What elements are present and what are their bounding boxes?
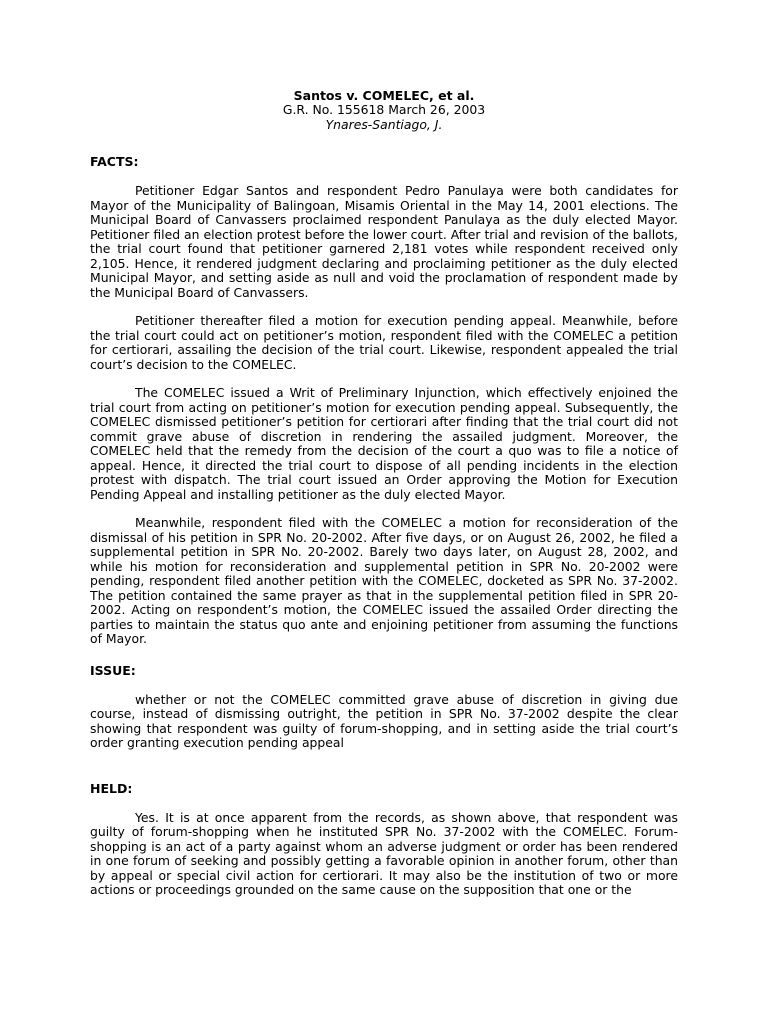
held-heading: HELD: [90,780,133,796]
case-reference: G.R. No. 155618 March 26, 2003 [282,102,486,117]
case-header [90,88,678,132]
facts-paragraph: Petitioner thereafter filed a motion for execution pending appeal. Meanwhile, before the trial court could act on petitioner’s motion, respondent filed with the COMELEC a petition for certiorari, assailing the decision of the trial court. Likewise, respondent appealed the trial court’s decision to the COMELEC. [90,313,678,372]
facts-heading: FACTS: [90,154,139,169]
facts-paragraph: Petitioner Edgar Santos and respondent Pedro Panulaya were both candidates for Mayor of the Municipality of Balingoan, Misamis Oriental in the May 14, 2001 elections. The Municipal Board of Canvassers proclaimed respondent Panulaya as the duly elected Mayor. Petitioner filed an election protest before the lower court. After trial and revision of the ballots, the trial court found that petitioner garnered 2,181 votes while respondent received only 2,105. Hence, it rendered judgment declaring and proclaiming petitioner as the duly elected Municipal Mayor, and setting aside as null and void the proclamation of respondent made by the Municipal Board of Canvassers. [90,183,678,300]
held-paragraph: Yes. It is at once apparent from the records, as shown above, that respondent was guilty of forum-shopping when he instituted SPR No. 37-2002 with the COMELEC. Forum-shopping is an act of a party against whom an adverse judgment or order has been rendered in one forum of seeking and possibly getting a favorable opinion in another forum, other than by appeal or special civil action for certiorari. It may also be the institution of two or more actions or proceedings grounded on the same cause on the supposition that one or the [90,809,678,897]
issue-paragraph: whether or not the COMELEC committed grave abuse of discretion in giving due course, instead of dismissing outright, the petition in SPR No. 37-2002 despite the clear showing that respondent was guilty of forum-shopping, and in setting aside the trial court’s order granting execution pending appeal [90,691,678,750]
ponente: Ynares-Santiago, J. [325,116,443,132]
facts-paragraph: Meanwhile, respondent filed with the COMELEC a motion for reconsideration of the dismissal of his petition in SPR No. 20-2002. After five days, or on August 26, 2002, he filed a supplemental petition in SPR No. 20-2002. Barely two days later, on August 28, 2002, and while his motion for reconsideration and supplemental petition in SPR No. 20-2002 were pending, respondent filed another petition with the COMELEC, docketed as SPR No. 37-2002. The petition contained the same prayer as that in the supplemental petition filed in SPR 20-2002. Acting on respondent’s motion, the COMELEC issued the assailed Order directing the parties to maintain the status quo ante and enjoining petitioner from assuming the functions of Mayor. [90,515,678,646]
case-title: Santos v. COMELEC, et al. [293,88,475,103]
document-page [90,88,678,912]
issue-heading: ISSUE: [90,662,136,678]
facts-paragraph: The COMELEC issued a Writ of Preliminary Injunction, which effectively enjoined the trial court from acting on petitioner’s motion for execution pending appeal. Subsequently, the COMELEC dismissed petitioner’s petition for certiorari after finding that the trial court did not commit grave abuse of discretion in rendering the assailed judgment. Moreover, the COMELEC held that the remedy from the decision of the court a quo was to file a notice of appeal. Hence, it directed the trial court to dispose of all pending incidents in the election protest with dispatch. The trial court issued an Order approving the Motion for Execution Pending Appeal and installing petitioner as the duly elected Mayor. [90,385,678,502]
